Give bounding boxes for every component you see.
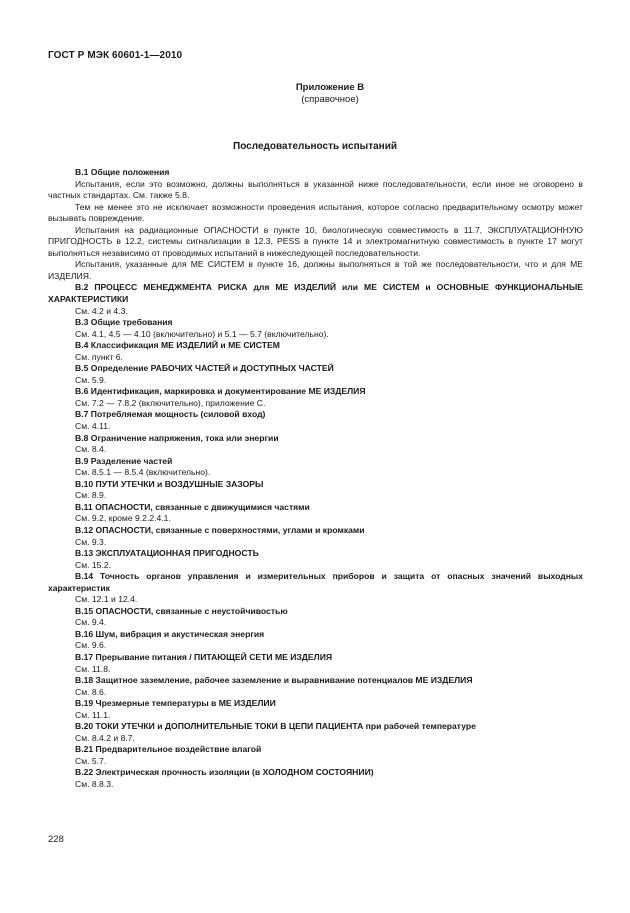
body-paragraph: Тем не менее это не исключает возможности проведения испытания, которое согласно предварительному осмотру может вызывать повреждение. (48, 201, 583, 224)
standard-header: ГОСТ Р МЭК 60601-1—2010 (48, 50, 183, 61)
reference-line: См. 8.8.3. (75, 778, 114, 789)
document-body (48, 167, 583, 791)
reference-line: См. 8.9. (75, 490, 107, 501)
clause-heading: В.10 ПУТИ УТЕЧКИ и ВОЗДУШНЫЕ ЗАЗОРЫ (75, 478, 264, 489)
clause-heading: В.1 Общие положения (75, 167, 170, 177)
reference-line: См. 4.11. (75, 421, 111, 432)
clause-heading: В.2 ПРОЦЕСС МЕНЕДЖМЕНТА РИСКА для МЕ ИЗДЕЛИЙ или МЕ СИСТЕМ и ОСНОВНЫЕ ФУНКЦИОНАЛЬНЫЕ ХАРАКТЕРИСТИКИ (48, 282, 583, 305)
reference-line: См. 5.7. (75, 755, 107, 766)
clause-heading: В.3 Общие требования (75, 317, 173, 328)
reference-line: См. 9.3. (75, 536, 107, 547)
clause-heading: В.18 Защитное заземление, рабочее заземление и выравнивание потенциалов МЕ ИЗДЕЛИЯ (75, 675, 473, 686)
clause-heading: В.22 Электрическая прочность изоляции (в ХОЛОДНОМ СОСТОЯНИИ) (75, 767, 374, 778)
reference-line: См. 15.2. (75, 559, 112, 570)
reference-line: См. 4.1, 4.5 — 4.10 (включительно) и 5.1 — 5.7 (включительно). (75, 328, 329, 339)
clause-heading: В.13 ЭКСПЛУАТАЦИОННАЯ ПРИГОДНОСТЬ (75, 548, 259, 559)
clause-heading: В.14 Точность органов управления и измерительных приборов и защита от опасных значений выходных характеристик (48, 571, 583, 593)
clause-heading: В.8 Ограничение напряжения, тока или энергии (75, 432, 279, 443)
reference-line: См. 9.4. (75, 617, 107, 628)
reference-line: См. 8.4. (75, 444, 107, 455)
reference-line: См. пункт 6. (75, 351, 123, 362)
reference-line: См. 7.2 — 7.8.2 (включительно), приложение С. (75, 397, 266, 408)
clause-heading: В.11 ОПАСНОСТИ, связанные с движущимися частями (75, 501, 310, 512)
reference-line: См. 8.6. (75, 686, 107, 697)
clause-heading: В.5 Определение РАБОЧИХ ЧАСТЕЙ и ДОСТУПНЫХ ЧАСТЕЙ (75, 363, 334, 374)
clause-heading: В.16 Шум, вибрация и акустическая энергия (75, 628, 265, 639)
section-title-text: Последовательность испытаний (233, 141, 397, 152)
section-title (0, 141, 630, 152)
clause-heading: В.9 Разделение частей (75, 455, 173, 466)
reference-line: См. 12.1 и 12.4. (75, 594, 138, 605)
clause-heading: В.17 Прерывание питания / ПИТАЮЩЕЙ СЕТИ МЕ ИЗДЕЛИЯ (75, 651, 333, 662)
reference-line: См. 4.2 и 4.3. (75, 305, 128, 316)
reference-line: См. 8.4.2 и 8.7. (75, 732, 135, 743)
reference-line: См. 9.2, кроме 9.2.2.4.1. (75, 513, 171, 524)
annex-title: Приложение В (295, 82, 365, 93)
clause-heading: В.15 ОПАСНОСТИ, связанные с неустойчивостью (75, 605, 288, 616)
page-number: 228 (48, 834, 64, 845)
body-paragraph: Испытания, указанные для МЕ СИСТЕМ в пункте 16, должны выполняться в той же последовательности, что и для МЕ ИЗДЕЛИЯ. (48, 259, 583, 281)
body-paragraph: Испытания на радиационные ОПАСНОСТИ в пункте 10, биологическую совместимость в 11.7, ЭКСПЛУАТАЦИОННУЮ ПРИГОДНОСТЬ в 12.2, системы сигнализации в 12.3, PESS в пункте 14 и электромагнитную совместимость в пункте 17 могут выполняться независимо от проводимых испытаний в нижеследующей последовательности. (48, 224, 583, 258)
clause-heading: В.19 Чрезмерные температуры в МЕ ИЗДЕЛИИ (75, 698, 276, 709)
reference-line: См. 9.6. (75, 640, 107, 651)
reference-line: См. 11.1. (75, 709, 111, 720)
body-paragraph: Испытания, если это возможно, должны выполняться в указанной ниже последовательности, если иное не оговорено в частных стандартах. См. также 5.8. (48, 178, 583, 201)
annex-note: (справочное) (301, 94, 359, 105)
reference-line: См. 5.9. (75, 374, 107, 385)
reference-line: См. 11.8. (75, 663, 111, 674)
clause-heading: В.21 Предварительное воздействие влагой (75, 744, 262, 755)
clause-heading: В.4 Классификация МЕ ИЗДЕЛИЙ и МЕ СИСТЕМ (75, 340, 280, 351)
clause-heading: В.6 Идентификация, маркировка и документирование МЕ ИЗДЕЛИЯ (75, 386, 366, 397)
clause-heading: В.12 ОПАСНОСТИ, связанные с поверхностями, углами и кромками (75, 524, 365, 535)
clause-heading: В.20 ТОКИ УТЕЧКИ и ДОПОЛНИТЕЛЬНЫЕ ТОКИ В ЦЕПИ ПАЦИЕНТА при рабочей температуре (75, 721, 476, 732)
clause-heading: В.7 Потребляемая мощность (силовой вход) (75, 409, 266, 420)
reference-line: См. 8.5.1 — 8.5.4 (включительно). (75, 467, 211, 478)
